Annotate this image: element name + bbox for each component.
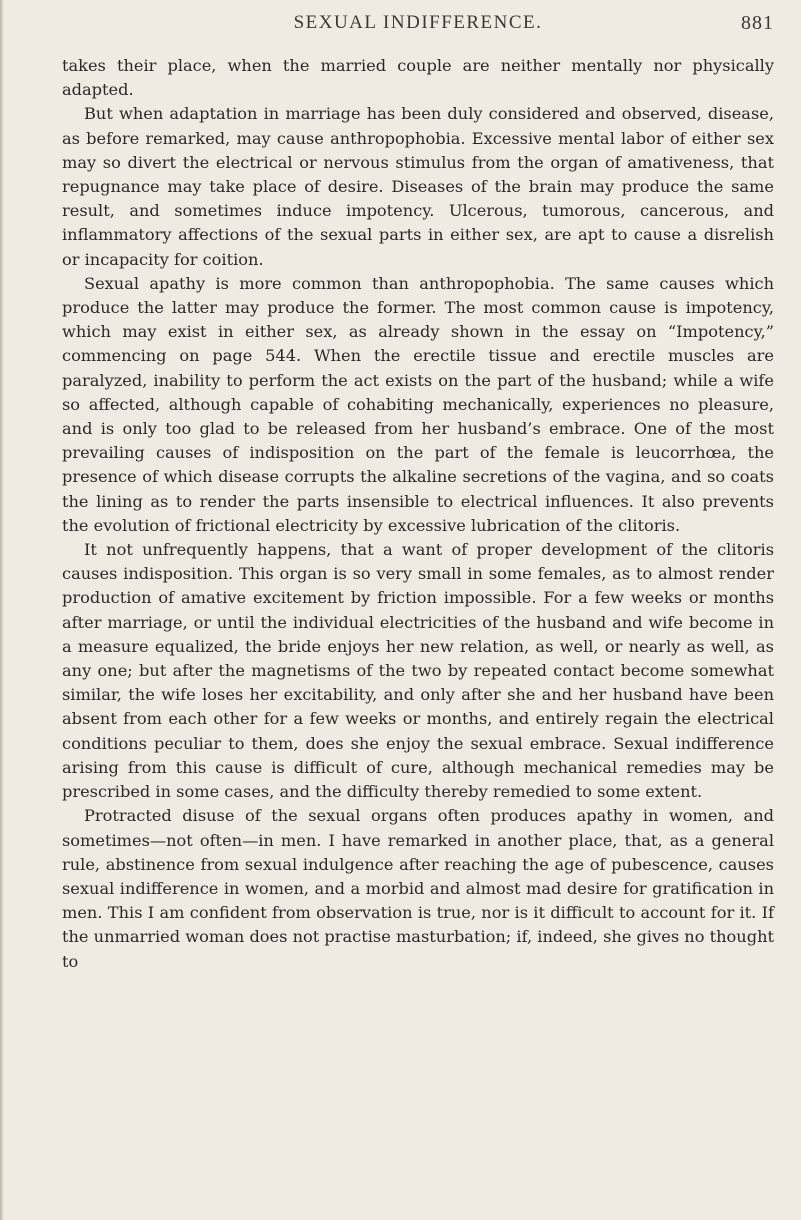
paragraph-protracted-disuse: Protracted disuse of the sexual organs often produces apathy in women, and sometimes—not often—in men. I have remarked in another place, that, as a general rule, abstinence from sexual indulgence after reaching the age of pubescence, causes sexual indifference in women, and a morbid and almost mad desire for gratification in men. This I am confident from observation is true, nor is it difficult to account for it. If the unmarried woman does not practise masturbation; if, indeed, she gives no thought to (62, 806, 774, 971)
running-head (62, 8, 774, 38)
paragraph-continued: takes their place, when the married couple are neither mentally nor physically adapted. (62, 56, 774, 100)
paragraph-clitoris-development: It not unfrequently happens, that a want of proper development of the clitoris causes indisposition. This organ is so very small in some females, as to almost render production of amative excitement by friction impossible. For a few weeks or months after marriage, or until the individual electricities of the husband and wife become in a measure equalized, the bride enjoys her new relation, as well, or nearly as well, as any one; but after the magnetisms of the two by repeated contact become somewhat similar, the wife loses her excitability, and only after she and her husband have been absent from each other for a few weeks or months, and entirely regain the electrical conditions peculiar to them, does she enjoy the sexual embrace. Sexual indifference arising from this cause is difficult of cure, although mechanical remedies may be prescribed in some cases, and the difficulty thereby remedied to some extent. (62, 540, 774, 802)
paragraph-sexual-apathy: Sexual apathy is more common than anthropophobia. The same causes which produce the latter may produce the former. The most common cause is impotency, which may exist in either sex, as already shown in the essay on “Impotency,” commencing on page 544. When the erectile tissue and erectile muscles are paralyzed, inability to perform the act exists on the part of the husband; while a wife so affected, although capable of cohabiting mechanically, experiences no pleasure, and is only too glad to be released from her husband’s embrace. One of the most prevailing causes of indisposition on the part of the female is leucorrhœa, the presence of which disease corrupts the alkaline secretions of the vagina, and so coats the lining as to render the parts insensible to electrical influences. It also prevents the evolution of frictional electricity by excessive lubrication of the clitoris. (62, 273, 774, 535)
paragraph-disease-causes: But when adaptation in marriage has been duly considered and observed, disease, as before remarked, may cause anthropophobia. Excessive mental labor of either sex may so divert the electrical or nervous stimulus from the organ of amativeness, that repugnance may take place of desire. Diseases of the brain may produce the same result, and sometimes induce impotency. Ulcerous, tumorous, cancerous, and inflammatory affections of the sexual parts in either sex, are apt to cause a disrelish or incapacity for coition. (62, 104, 774, 269)
body-text (62, 54, 774, 974)
page-binding-edge (0, 0, 4, 1220)
page-number: 881 (741, 12, 774, 34)
running-title: SEXUAL INDIFFERENCE. (293, 12, 543, 33)
